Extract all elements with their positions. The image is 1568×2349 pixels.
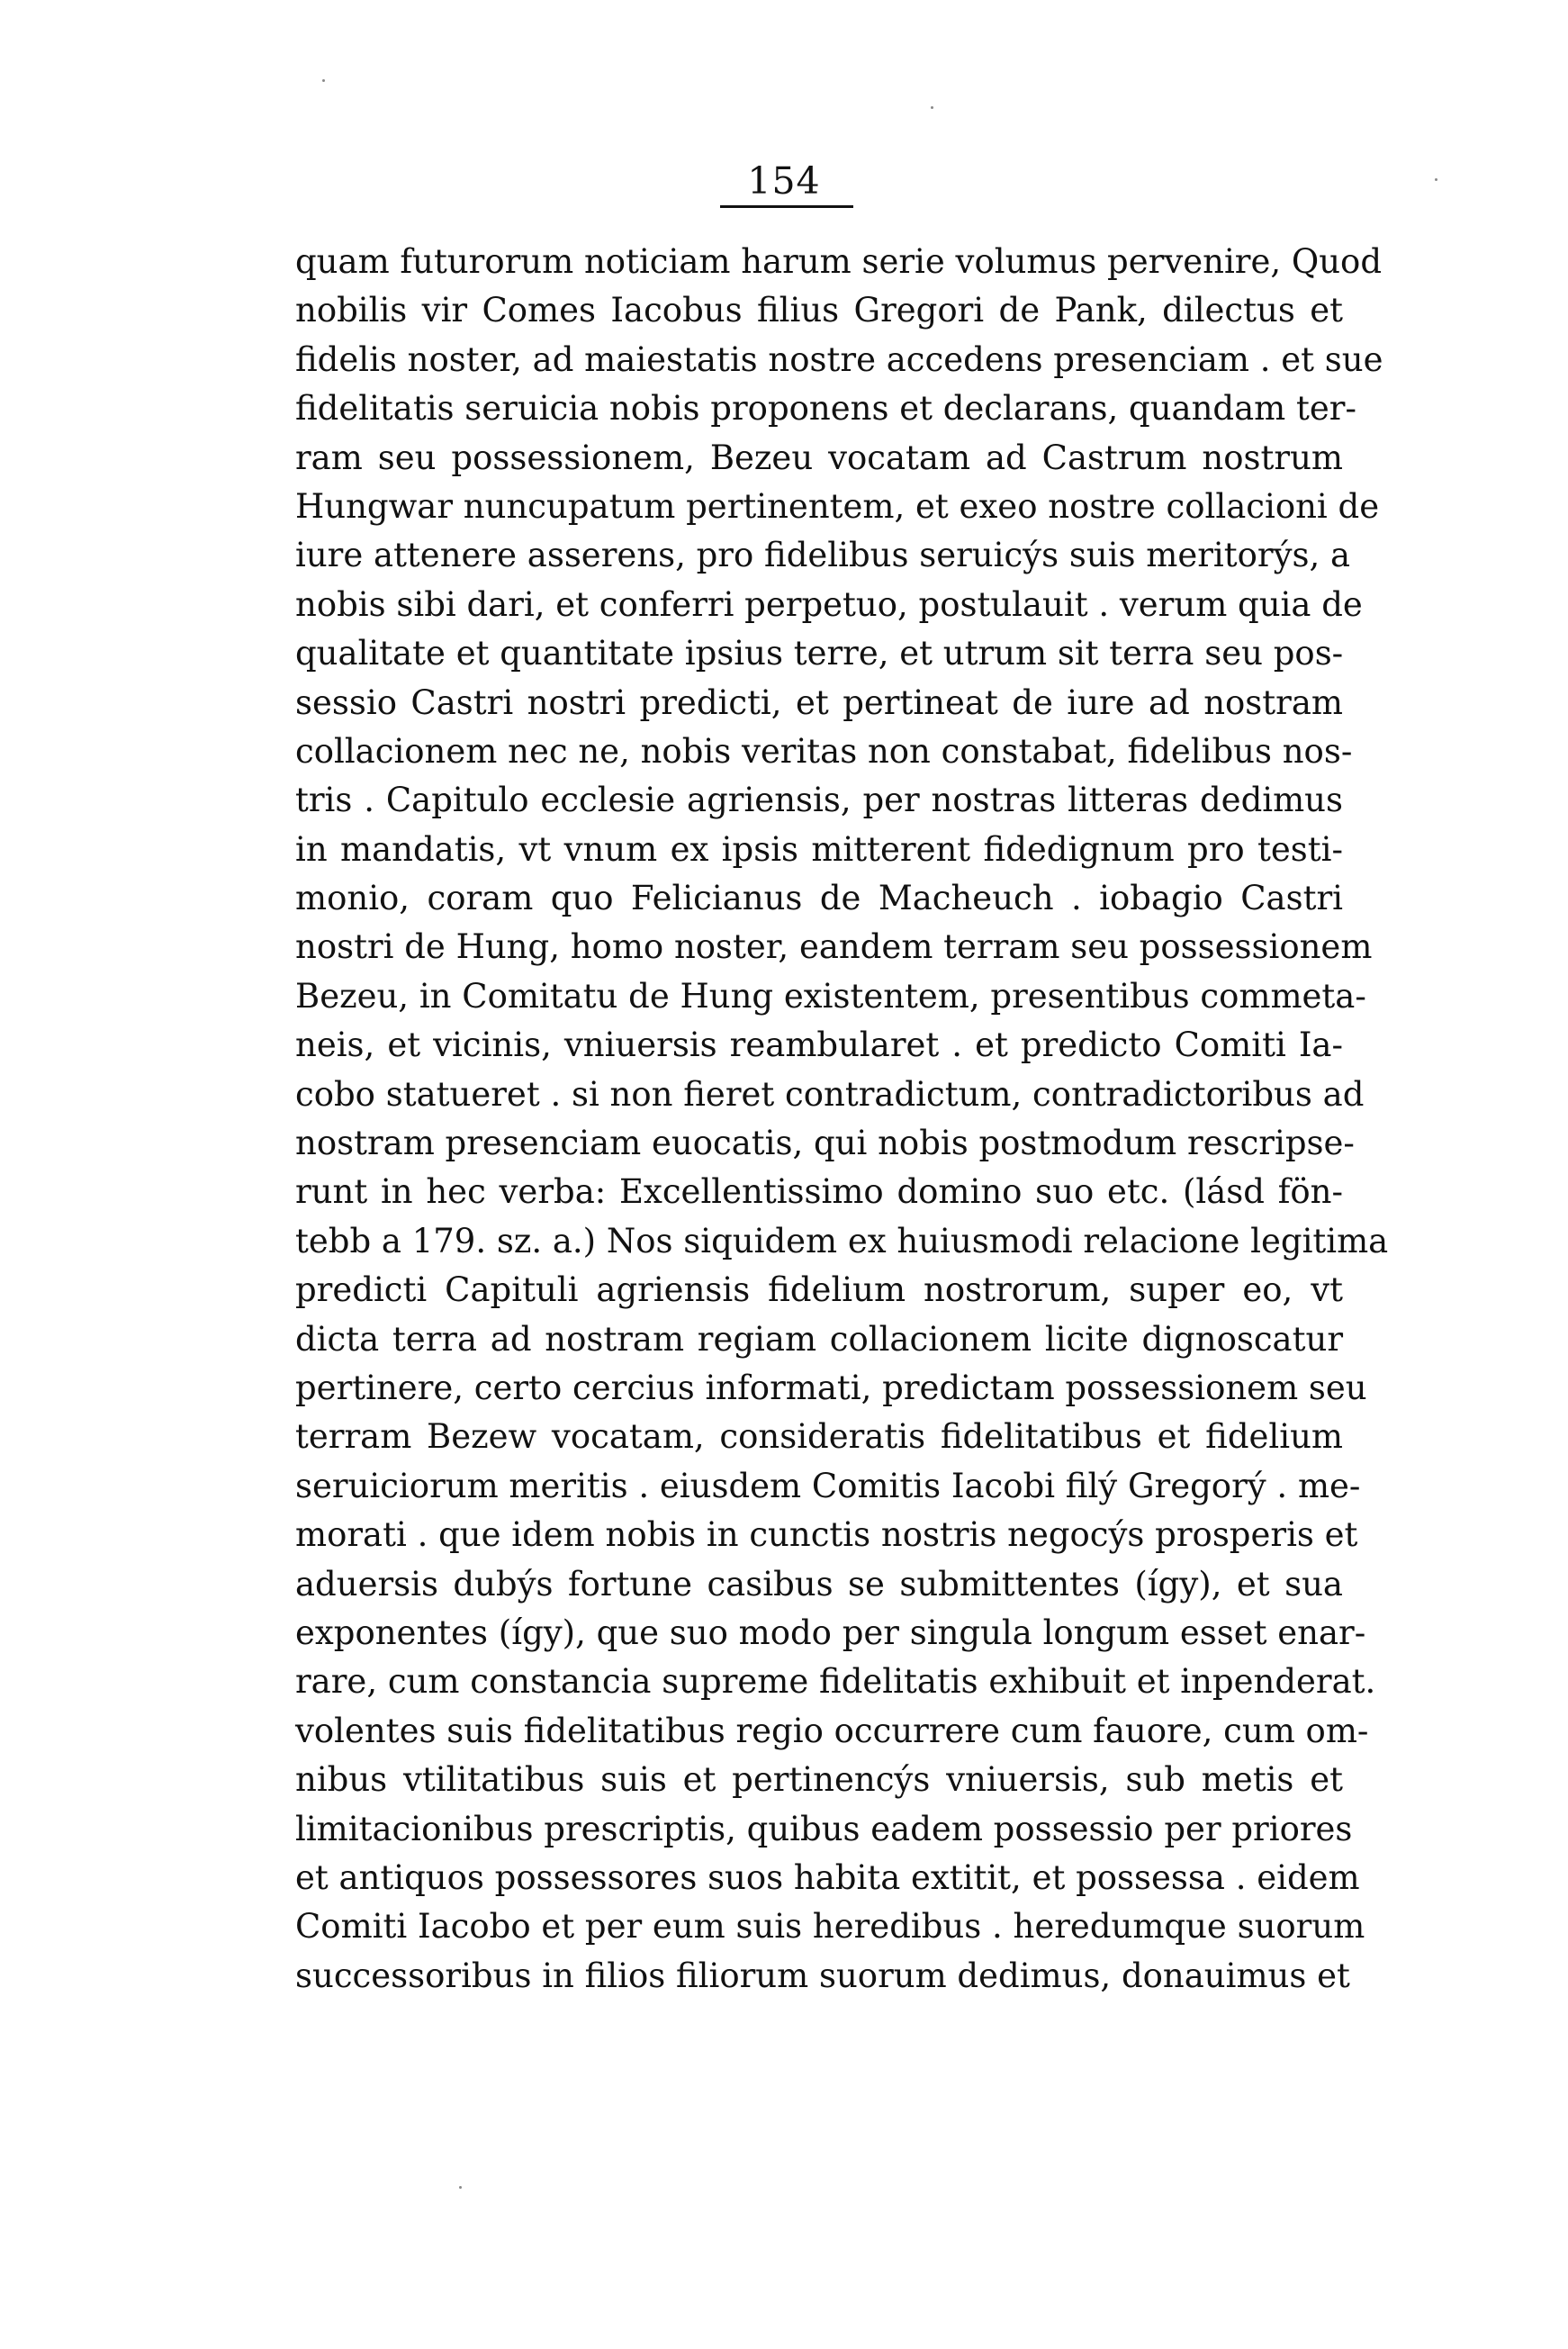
text-line: fidelitatis seruicia nobis proponens et declarans, quandam ter- <box>295 389 1356 429</box>
text-line: runt in hec verba: Excellentissimo domino suo etc. (lásd fön- <box>295 1172 1343 1212</box>
text-line: in mandatis, vt vnum ex ipsis mitterent fidedignum pro testi- <box>295 829 1343 869</box>
text-line: Hungwar nuncupatum pertinentem, et exeo nostre collacioni de <box>295 486 1380 526</box>
text-line: nibus vtilitatibus suis et pertinencýs vniuersis, sub metis et <box>295 1760 1343 1800</box>
text-line: cobo statueret . si non fieret contradictum, contradictoribus ad <box>295 1074 1365 1114</box>
text-line: neis, et vicinis, vniuersis reambularet . et predicto Comiti Ia- <box>295 1025 1343 1065</box>
text-line: Bezeu, in Comitatu de Hung existentem, presentibus commeta- <box>295 976 1366 1016</box>
scan-speck <box>322 79 325 82</box>
text-line: fidelis noster, ad maiestatis nostre accedens presenciam . et sue <box>295 339 1383 379</box>
text-line: sessio Castri nostri predicti, et pertineat de iure ad nostram <box>295 682 1343 722</box>
text-line: predicti Capituli agriensis fidelium nostrorum, super eo, vt <box>295 1270 1343 1310</box>
text-line: quam futurorum noticiam harum serie volumus pervenire, Quod <box>295 242 1383 281</box>
scan-speck <box>1435 178 1437 181</box>
scan-speck <box>459 2186 462 2189</box>
text-line: seruiciorum meritis . eiusdem Comitis Iacobi filý Gregorý . me- <box>295 1466 1361 1505</box>
text-line: nostram presenciam euocatis, qui nobis postmodum rescripse- <box>295 1124 1355 1163</box>
text-line: qualitate et quantitate ipsius terre, et utrum sit terra seu pos- <box>295 634 1344 673</box>
text-line: terram Bezew vocatam, consideratis fidelitatibus et fidelium <box>295 1417 1343 1457</box>
scan-speck <box>931 106 933 109</box>
page-number: 154 <box>747 159 821 203</box>
text-line: et antiquos possessores suos habita extitit, et possessa . eidem <box>295 1857 1360 1897</box>
text-line: nobilis vir Comes Iacobus filius Gregori de Pank, dilectus et <box>295 291 1343 330</box>
text-line: pertinere, certo cercius informati, predictam possessionem seu <box>295 1368 1367 1407</box>
text-line: successoribus in filios filiorum suorum dedimus, donauimus et <box>295 1956 1350 1995</box>
text-line: collacionem nec ne, nobis veritas non constabat, fidelibus nos- <box>295 731 1353 771</box>
text-line: iure attenere asserens, pro fidelibus seruicýs suis meritorýs, a <box>295 536 1351 575</box>
text-line: rare, cum constancia supreme fidelitatis exhibuit et inpenderat. <box>295 1662 1376 1702</box>
text-line: ram seu possessionem, Bezeu vocatam ad Castrum nostrum <box>295 438 1343 477</box>
text-line: dicta terra ad nostram regiam collacionem licite dignoscatur <box>295 1319 1343 1359</box>
text-line: exponentes (így), que suo modo per singula longum esset enar- <box>295 1613 1366 1652</box>
text-line: volentes suis fidelitatibus regio occurrere cum fauore, cum om- <box>295 1711 1369 1750</box>
text-line: nostri de Hung, homo noster, eandem terram seu possessionem <box>295 927 1373 967</box>
body-text <box>295 238 1389 2001</box>
text-line: monio, coram quo Felicianus de Macheuch . iobagio Castri <box>295 879 1343 918</box>
text-line: nobis sibi dari, et conferri perpetuo, postulauit . verum quia de <box>295 584 1363 624</box>
text-line: limitacionibus prescriptis, quibus eadem possessio per priores <box>295 1809 1353 1848</box>
page-number-underline <box>720 205 853 208</box>
text-line: Comiti Iacobo et per eum suis heredibus . heredumque suorum <box>295 1907 1365 1947</box>
text-line: tris . Capitulo ecclesie agriensis, per nostras litteras dedimus <box>295 781 1343 820</box>
text-line: aduersis dubýs fortune casibus se submittentes (így), et sua <box>295 1564 1343 1604</box>
text-line: morati . que idem nobis in cunctis nostris negocýs prosperis et <box>295 1515 1358 1555</box>
text-line: tebb a 179. sz. a.) Nos siquidem ex huiusmodi relacione legitima <box>295 1221 1389 1260</box>
